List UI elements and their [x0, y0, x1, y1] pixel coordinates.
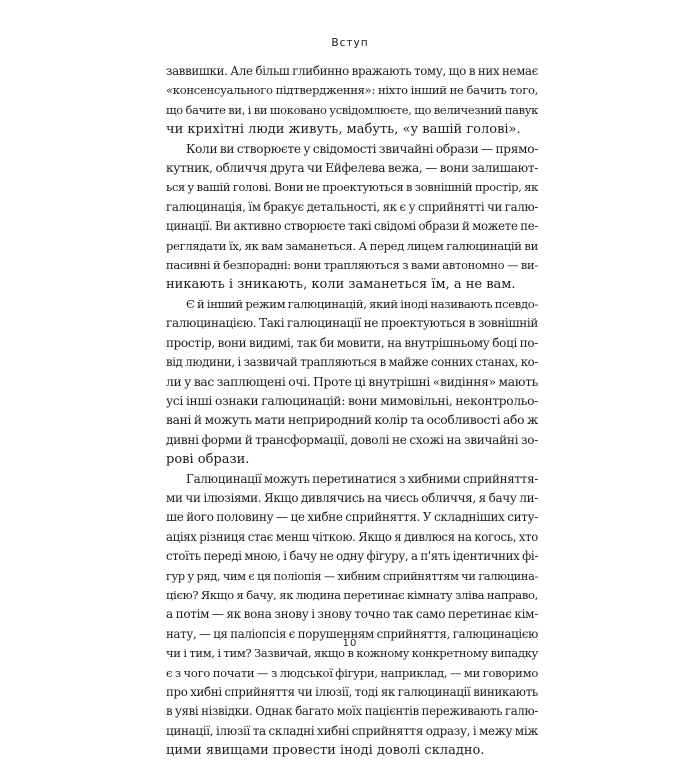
text-line: галюцинація, їм бракує детальності, як є у сприйнятті чи галю- [166, 199, 538, 214]
text-line: ше його половину — це хибне сприйняття. У складніших ситу- [166, 510, 538, 525]
paragraph [166, 62, 538, 140]
text-line: про хибні сприйняття чи ілюзії, тоді як галюцинації виникають [166, 685, 538, 699]
text-line: Коли ви створюєте у свідомості звичайні образи — прямо- [186, 141, 538, 156]
page-number: 10 [342, 638, 358, 649]
text-line: галюцинацією. Такі галюцинації не проектуються в зовнішній [166, 316, 538, 331]
text-line: а потім — як вона знову і знову точно так само перетинає кім- [166, 607, 538, 622]
text-line: є з чого почати — з людської фігури, наприклад, — ми говоримо [166, 665, 538, 680]
body-text [166, 62, 538, 761]
paragraph [166, 140, 538, 295]
text-line: від людини, і зазвичай трапляються в майже сонних станах, ко- [166, 355, 538, 370]
text-line: Галюцинації можуть перетинатися з хибними сприйняття- [186, 471, 538, 486]
text-line: гур у ряд, чим є ця поліопія — хибним сприйняттям чи галюцина- [166, 569, 538, 583]
text-line: пасивні й безпорадні: вони трапляються з вами автономно — ви- [166, 258, 538, 273]
text-line: усі інші ознаки галюцинацій: вони мимовільні, неконтрольо- [166, 393, 538, 408]
text-line: ли у вас заплющені очі. Проте ці внутрішні «видіння» мають [166, 374, 538, 389]
text-line: рові образи. [166, 452, 250, 468]
text-line: чи крихітні люди живуть, мабуть, «у вашій голові». [166, 122, 521, 138]
text-line: кутник, обличчя друга чи Ейфелева вежа, — вони залишают- [166, 161, 538, 176]
running-head: Вступ [331, 37, 369, 49]
text-line: цинації, ілюзії та складні хибні сприйняття одразу, і межу між [166, 723, 538, 738]
text-line: заввишки. Але більш глибинно вражають тому, що в них немає [166, 64, 538, 78]
text-line: стоїть переді мною, і бачу не одну фігуру, а п'ять ідентичних фі- [166, 549, 538, 564]
text-line: нату, — ця паліопсія є порушенням сприйняття, галюцинацією [166, 626, 538, 641]
text-line: цією? Якщо я бачу, як людина перетинає кімнату зліва направо, [166, 587, 538, 602]
text-line: «консенсуального підтвердження»: ніхто інший не бачить того, [166, 83, 538, 98]
text-line: аціях різниця стає менш чіткою. Якщо я дивлюся на когось, хто [166, 529, 538, 544]
text-line: ься у вашій голові. Вони не проектуються в зовнішній простір, як [166, 180, 538, 195]
text-line: реглядати їх, як вам заманеться. А перед лицем галюцинацій ви [166, 238, 538, 253]
text-line: цими явищами провести іноді доволі складно. [166, 743, 485, 759]
paragraph [166, 295, 538, 470]
text-line: вані й можуть мати неприродний колір та особливості або ж [166, 413, 538, 428]
text-line: чи і тим, і тим? Зазвичай, якщо в кожному конкретному випадку [166, 646, 538, 661]
text-line: що бачите ви, і ви шоковано усвідомлюєте, що величезний павук [166, 102, 538, 117]
text-line: в уяві нізвідки. Однак багато моїх пацієнтів переживають галю- [166, 704, 538, 719]
text-line: Є й інший режим галюцинацій, який іноді називають псевдо- [186, 296, 538, 311]
text-line: цинації. Ви активно створюєте такі свідомі образи й можете пе- [166, 219, 538, 234]
text-line: дивні форми й трансформації, доволі не схожі на звичайні зо- [166, 432, 538, 447]
paragraph [166, 470, 538, 761]
text-line: никають і зникають, коли заманеться їм, а не вам. [166, 277, 516, 293]
text-line: ми чи ілюзіями. Якщо дивлячись на чиєсь обличчя, я бачу ли- [166, 490, 538, 505]
text-line: простір, вони видимі, так би мовити, на внутрішньому боці по- [166, 335, 538, 350]
